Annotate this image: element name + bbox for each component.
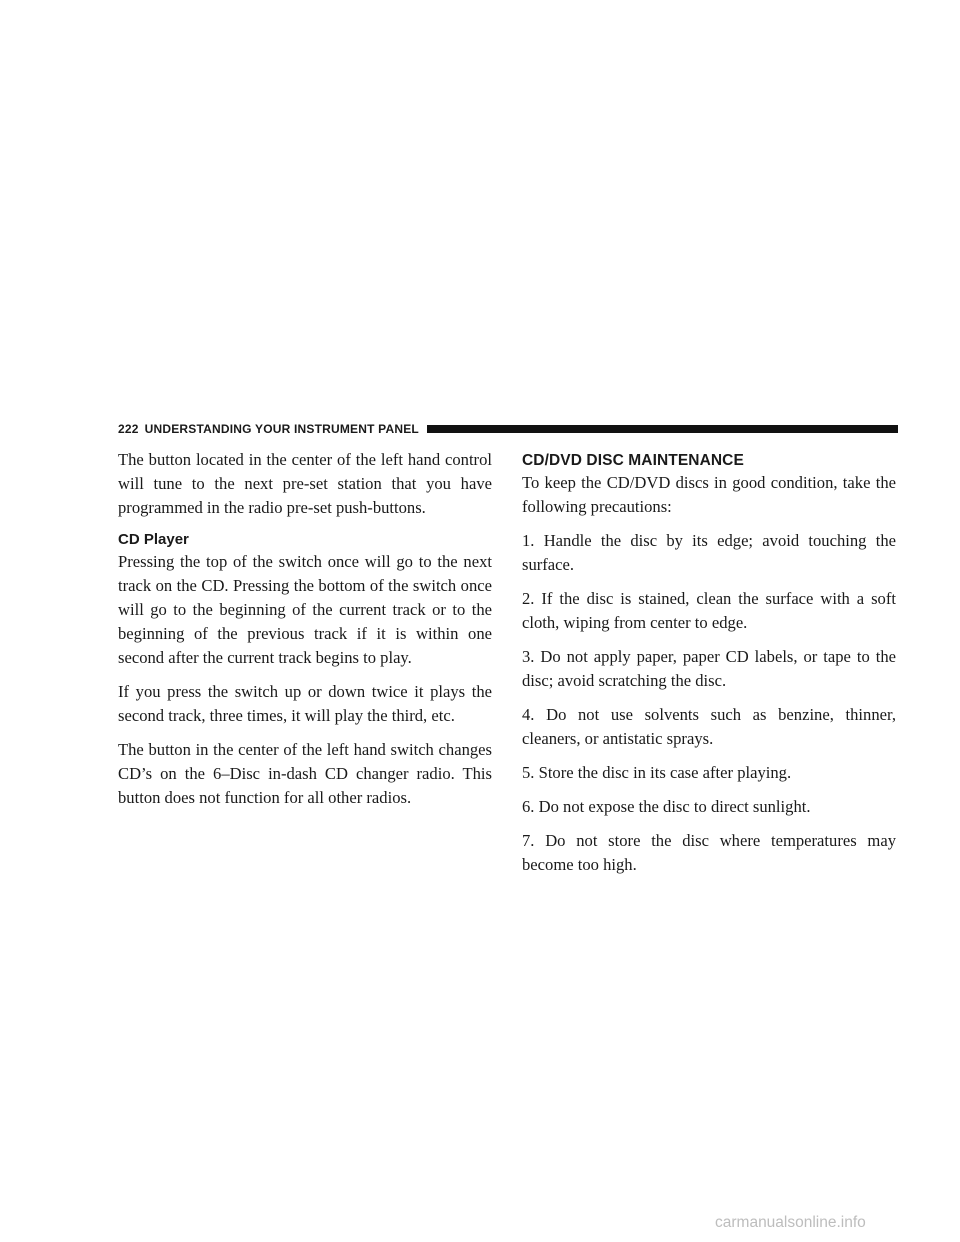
left-column (118, 448, 492, 820)
maintenance-item: 2. If the disc is stained, clean the surface with a soft cloth, wiping from center to edge. (522, 589, 896, 632)
maintenance-item: 7. Do not store the disc where temperatures may become too high. (522, 831, 896, 874)
maintenance-item: 3. Do not apply paper, paper CD labels, or tape to the disc; avoid scratching the disc. (522, 647, 896, 690)
right-column (522, 448, 896, 887)
maintenance-intro: To keep the CD/DVD discs in good condition, take the following precautions: (522, 473, 896, 516)
page-header (118, 420, 898, 438)
section-title: UNDERSTANDING YOUR INSTRUMENT PANEL (144, 422, 419, 436)
intro-paragraph: The button located in the center of the left hand control will tune to the next pre-set station that you have programmed in the radio pre-set push-buttons. (118, 450, 492, 517)
cd-paragraph-3: The button in the center of the left hand switch changes CD’s on the 6–Disc in-dash CD changer radio. This button does not function for all other radios. (118, 740, 492, 807)
cd-player-heading: CD Player (118, 531, 189, 548)
maintenance-item: 4. Do not use solvents such as benzine, thinner, cleaners, or antistatic sprays. (522, 705, 896, 748)
maintenance-item: 6. Do not expose the disc to direct sunlight. (522, 797, 811, 816)
cd-paragraph-2: If you press the switch up or down twice it plays the second track, three times, it will play the third, etc. (118, 682, 492, 725)
maintenance-item: 5. Store the disc in its case after playing. (522, 763, 792, 782)
header-rule (427, 425, 898, 433)
page-number: 222 (118, 422, 139, 436)
maintenance-item: 1. Handle the disc by its edge; avoid touching the surface. (522, 531, 896, 574)
maintenance-heading: CD/DVD DISC MAINTENANCE (522, 452, 744, 469)
watermark: carmanualsonline.info (715, 1214, 866, 1231)
cd-paragraph-1: Pressing the top of the switch once will go to the next track on the CD. Pressing the bottom of the switch once will go to the beginning of the current track or to the beginning of the previous track if it is within one second after the current track begins to play. (118, 552, 492, 667)
